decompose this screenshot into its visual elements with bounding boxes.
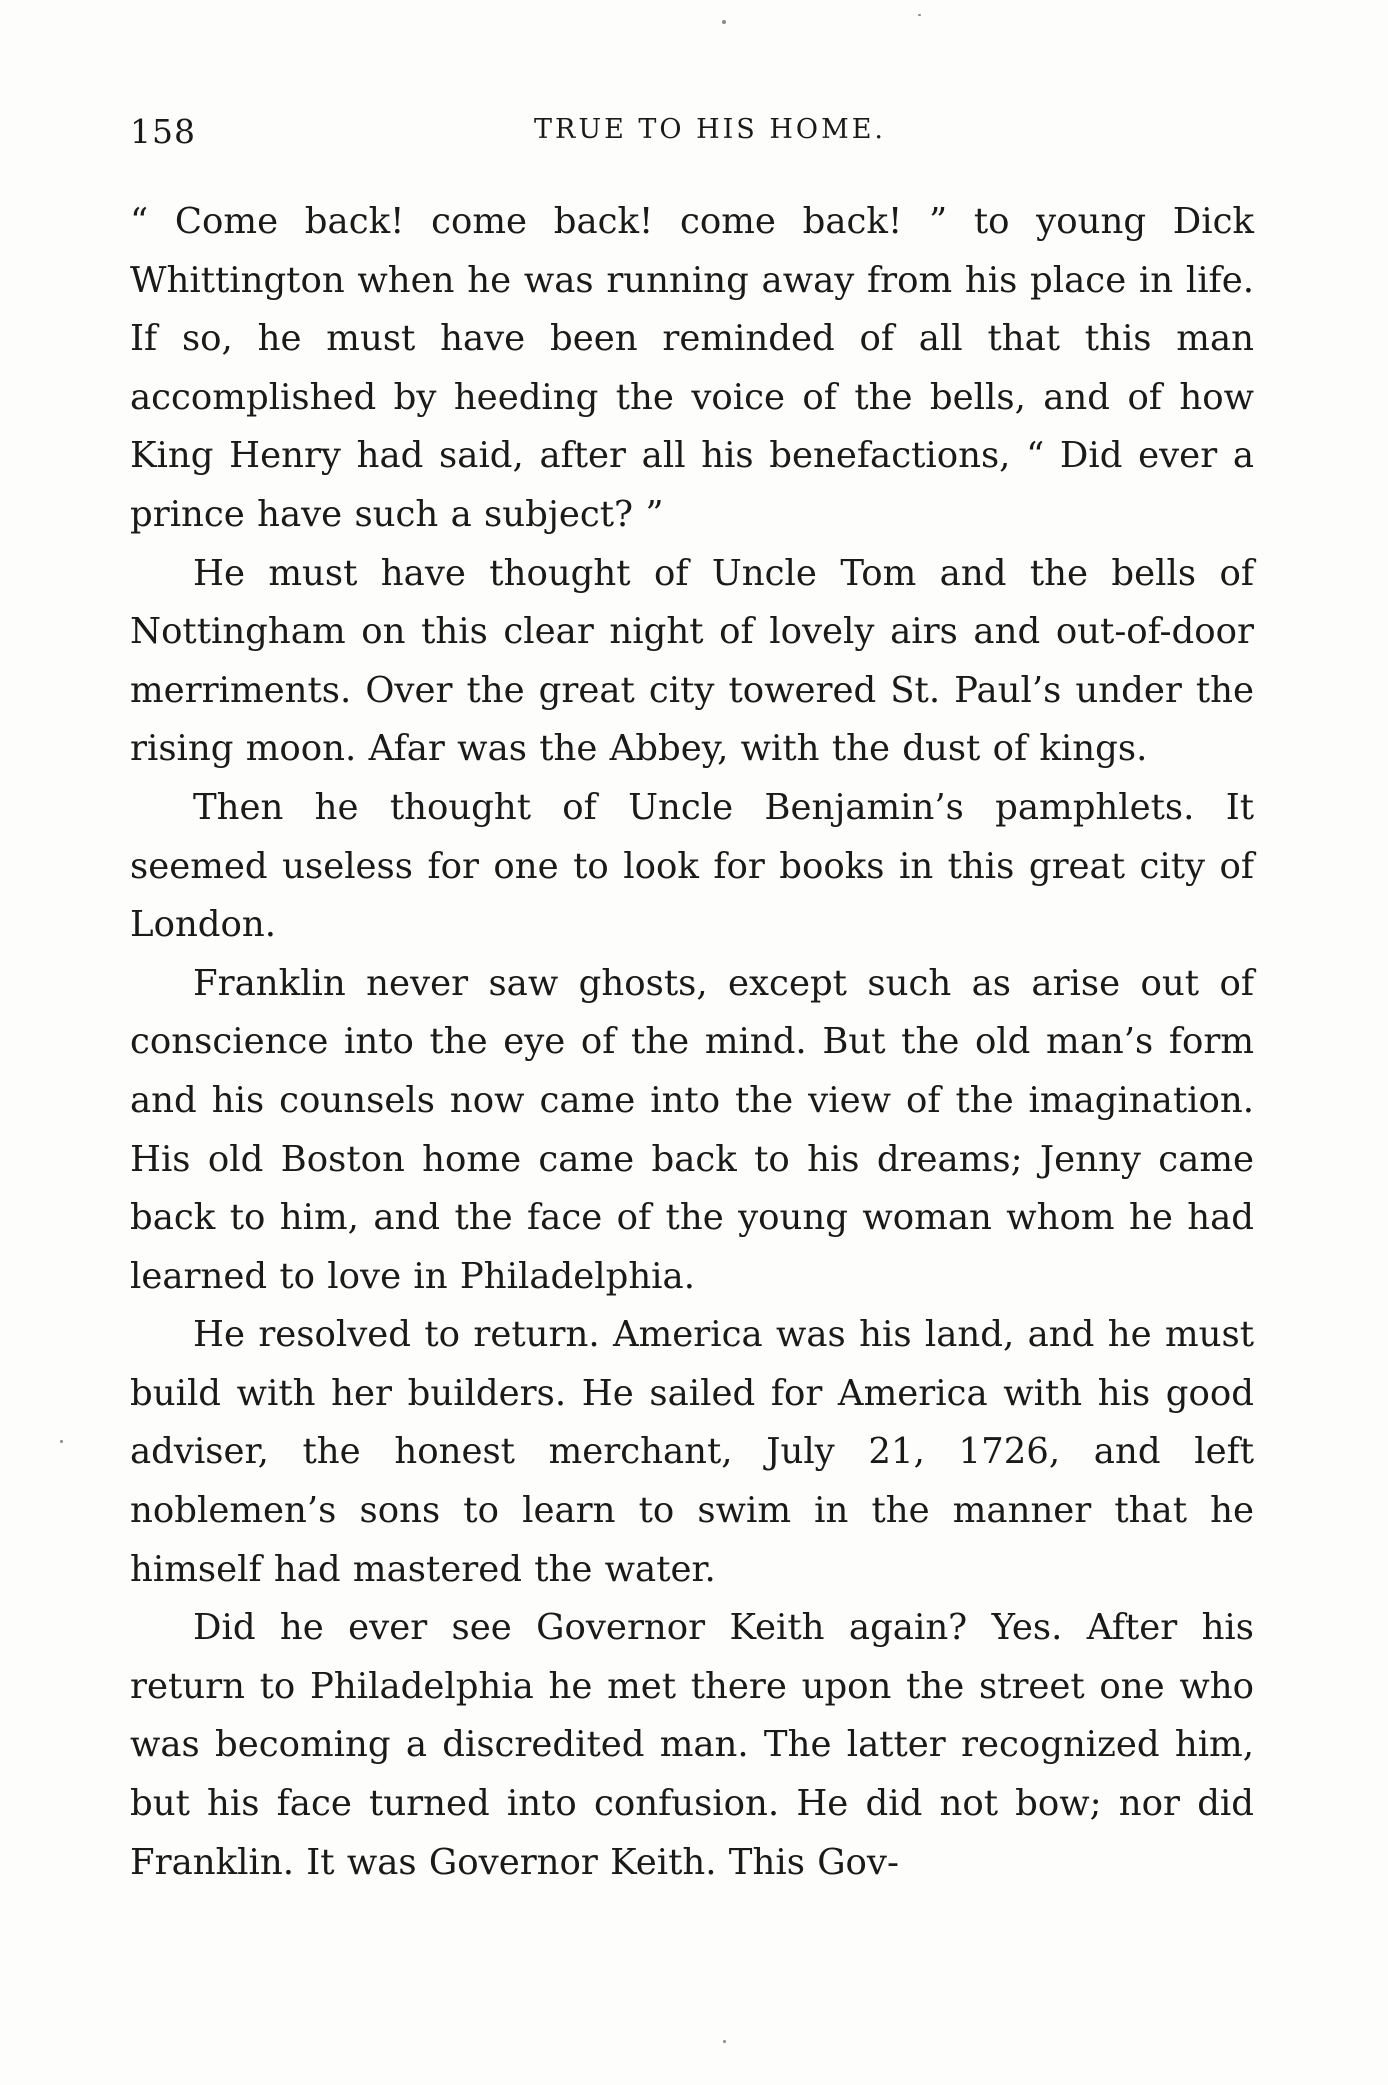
paragraph-continued: “ Come back! come back! come back! ” to young Dick Whittington when he was running away from his place in life. If so, he must have been reminded of all that this man accomplished by heeding the voice of the bells, and of how King Henry had said, after all his benefactions, “ Did ever a prince have such a subject? ” xyxy=(130,201,1254,535)
running-head xyxy=(130,112,1250,152)
paragraph: Did he ever see Governor Keith again? Yes. After his return to Philadelphia he met there upon the street one who was becoming a discredited man. The latter recognized him, but his face turned into confusion. He did not bow; nor did Franklin. It was Governor Keith. This Gov- xyxy=(130,1607,1254,1883)
body-text xyxy=(130,193,1254,1892)
print-speck xyxy=(723,2040,726,2043)
paragraph: He resolved to return. America was his land, and he must build with her builders. He sailed for America with his good adviser, the honest merchant, July 21, 1726, and left noblemen’s sons to learn to swim in the manner that he himself had mastered the water. xyxy=(130,1314,1254,1590)
paragraph: Then he thought of Uncle Benjamin’s pamphlets. It seemed useless for one to look for books in this great city of London. xyxy=(130,786,1254,946)
page-number: 158 xyxy=(130,112,196,151)
paragraph: He must have thought of Uncle Tom and the bells of Nottingham on this clear night of lovely airs and out-of-door merriments. Over the great city towered St. Paul’s under the rising moon. Afar was the Abbey, with the dust of kings. xyxy=(130,552,1254,770)
print-speck xyxy=(722,20,726,24)
print-speck xyxy=(918,14,921,16)
print-speck xyxy=(60,1440,63,1443)
running-title: TRUE TO HIS HOME. xyxy=(533,114,887,145)
paragraph: Franklin never saw ghosts, except such as arise out of conscience into the eye of the mind. But the old man’s form and his counsels now came into the view of the imagination. His old Boston home came back to his dreams; Jenny came back to him, and the face of the young woman whom he had learned to love in Philadelphia. xyxy=(130,962,1254,1297)
